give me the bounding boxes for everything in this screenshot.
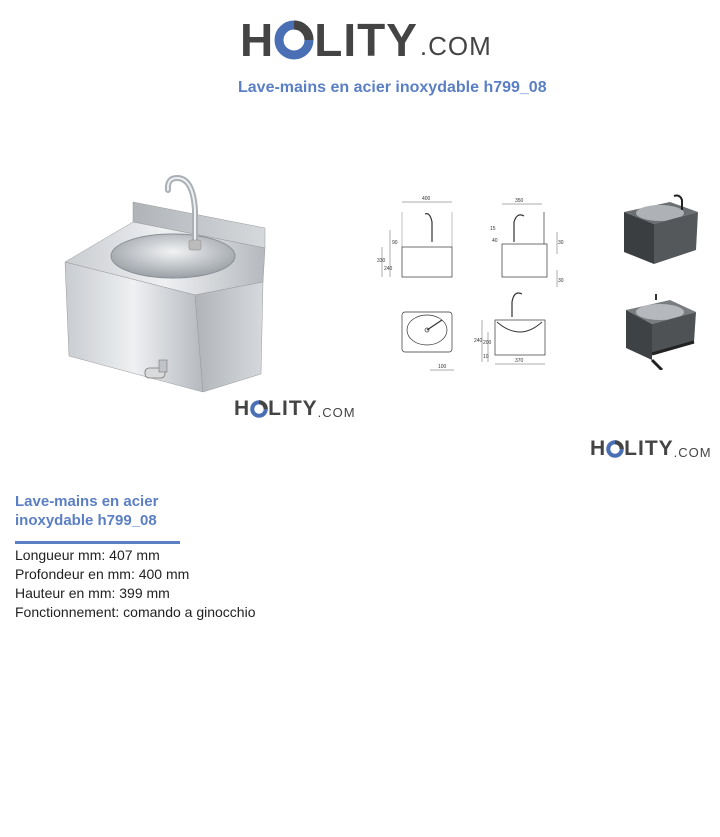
dim-label: 30	[558, 278, 564, 284]
logo-text-lity: LITY	[314, 13, 418, 66]
dim-label: 10	[483, 354, 489, 360]
dim-label: 370	[515, 358, 524, 364]
spec-height: Hauteur en mm: 399 mm	[15, 585, 170, 601]
dim-label: 240	[474, 338, 483, 344]
dim-label: 240	[384, 266, 393, 272]
brand-logo-small: H LITY .COM	[590, 437, 712, 460]
dim-label: 350	[515, 198, 524, 204]
title-divider	[15, 541, 180, 544]
spec-depth: Profondeur en mm: 400 mm	[15, 566, 190, 582]
dim-label: 40	[492, 238, 498, 244]
dim-label: 200	[483, 340, 492, 346]
dim-label: 15	[490, 226, 496, 232]
brand-logo	[240, 12, 492, 67]
spec-operation: Fonctionnement: comando a ginocchio	[15, 604, 256, 620]
dim-label: 100	[438, 364, 447, 370]
logo-text-h: H	[240, 13, 275, 66]
logo-text-com: .COM	[419, 31, 492, 61]
spec-length: Longueur mm: 407 mm	[15, 547, 160, 563]
thumbnail-open	[620, 290, 700, 370]
dim-label: 90	[392, 240, 398, 246]
product-photo	[55, 170, 270, 395]
spec-list	[15, 546, 255, 622]
logo-o-icon	[250, 400, 268, 418]
thumbnail-front	[620, 192, 700, 267]
page-subtitle: Lave-mains en acier inoxydable h799_08	[238, 79, 547, 96]
brand-logo-small: H LITY .COM	[234, 397, 356, 420]
logo-o-icon	[274, 20, 314, 60]
dim-label: 400	[422, 196, 431, 202]
logo-o-icon	[606, 440, 624, 458]
dim-label: 30	[558, 240, 564, 246]
technical-drawing	[372, 192, 572, 377]
dim-label: 330	[377, 258, 386, 264]
product-title: Lave-mains en acier inoxydable h799_08	[15, 493, 159, 529]
